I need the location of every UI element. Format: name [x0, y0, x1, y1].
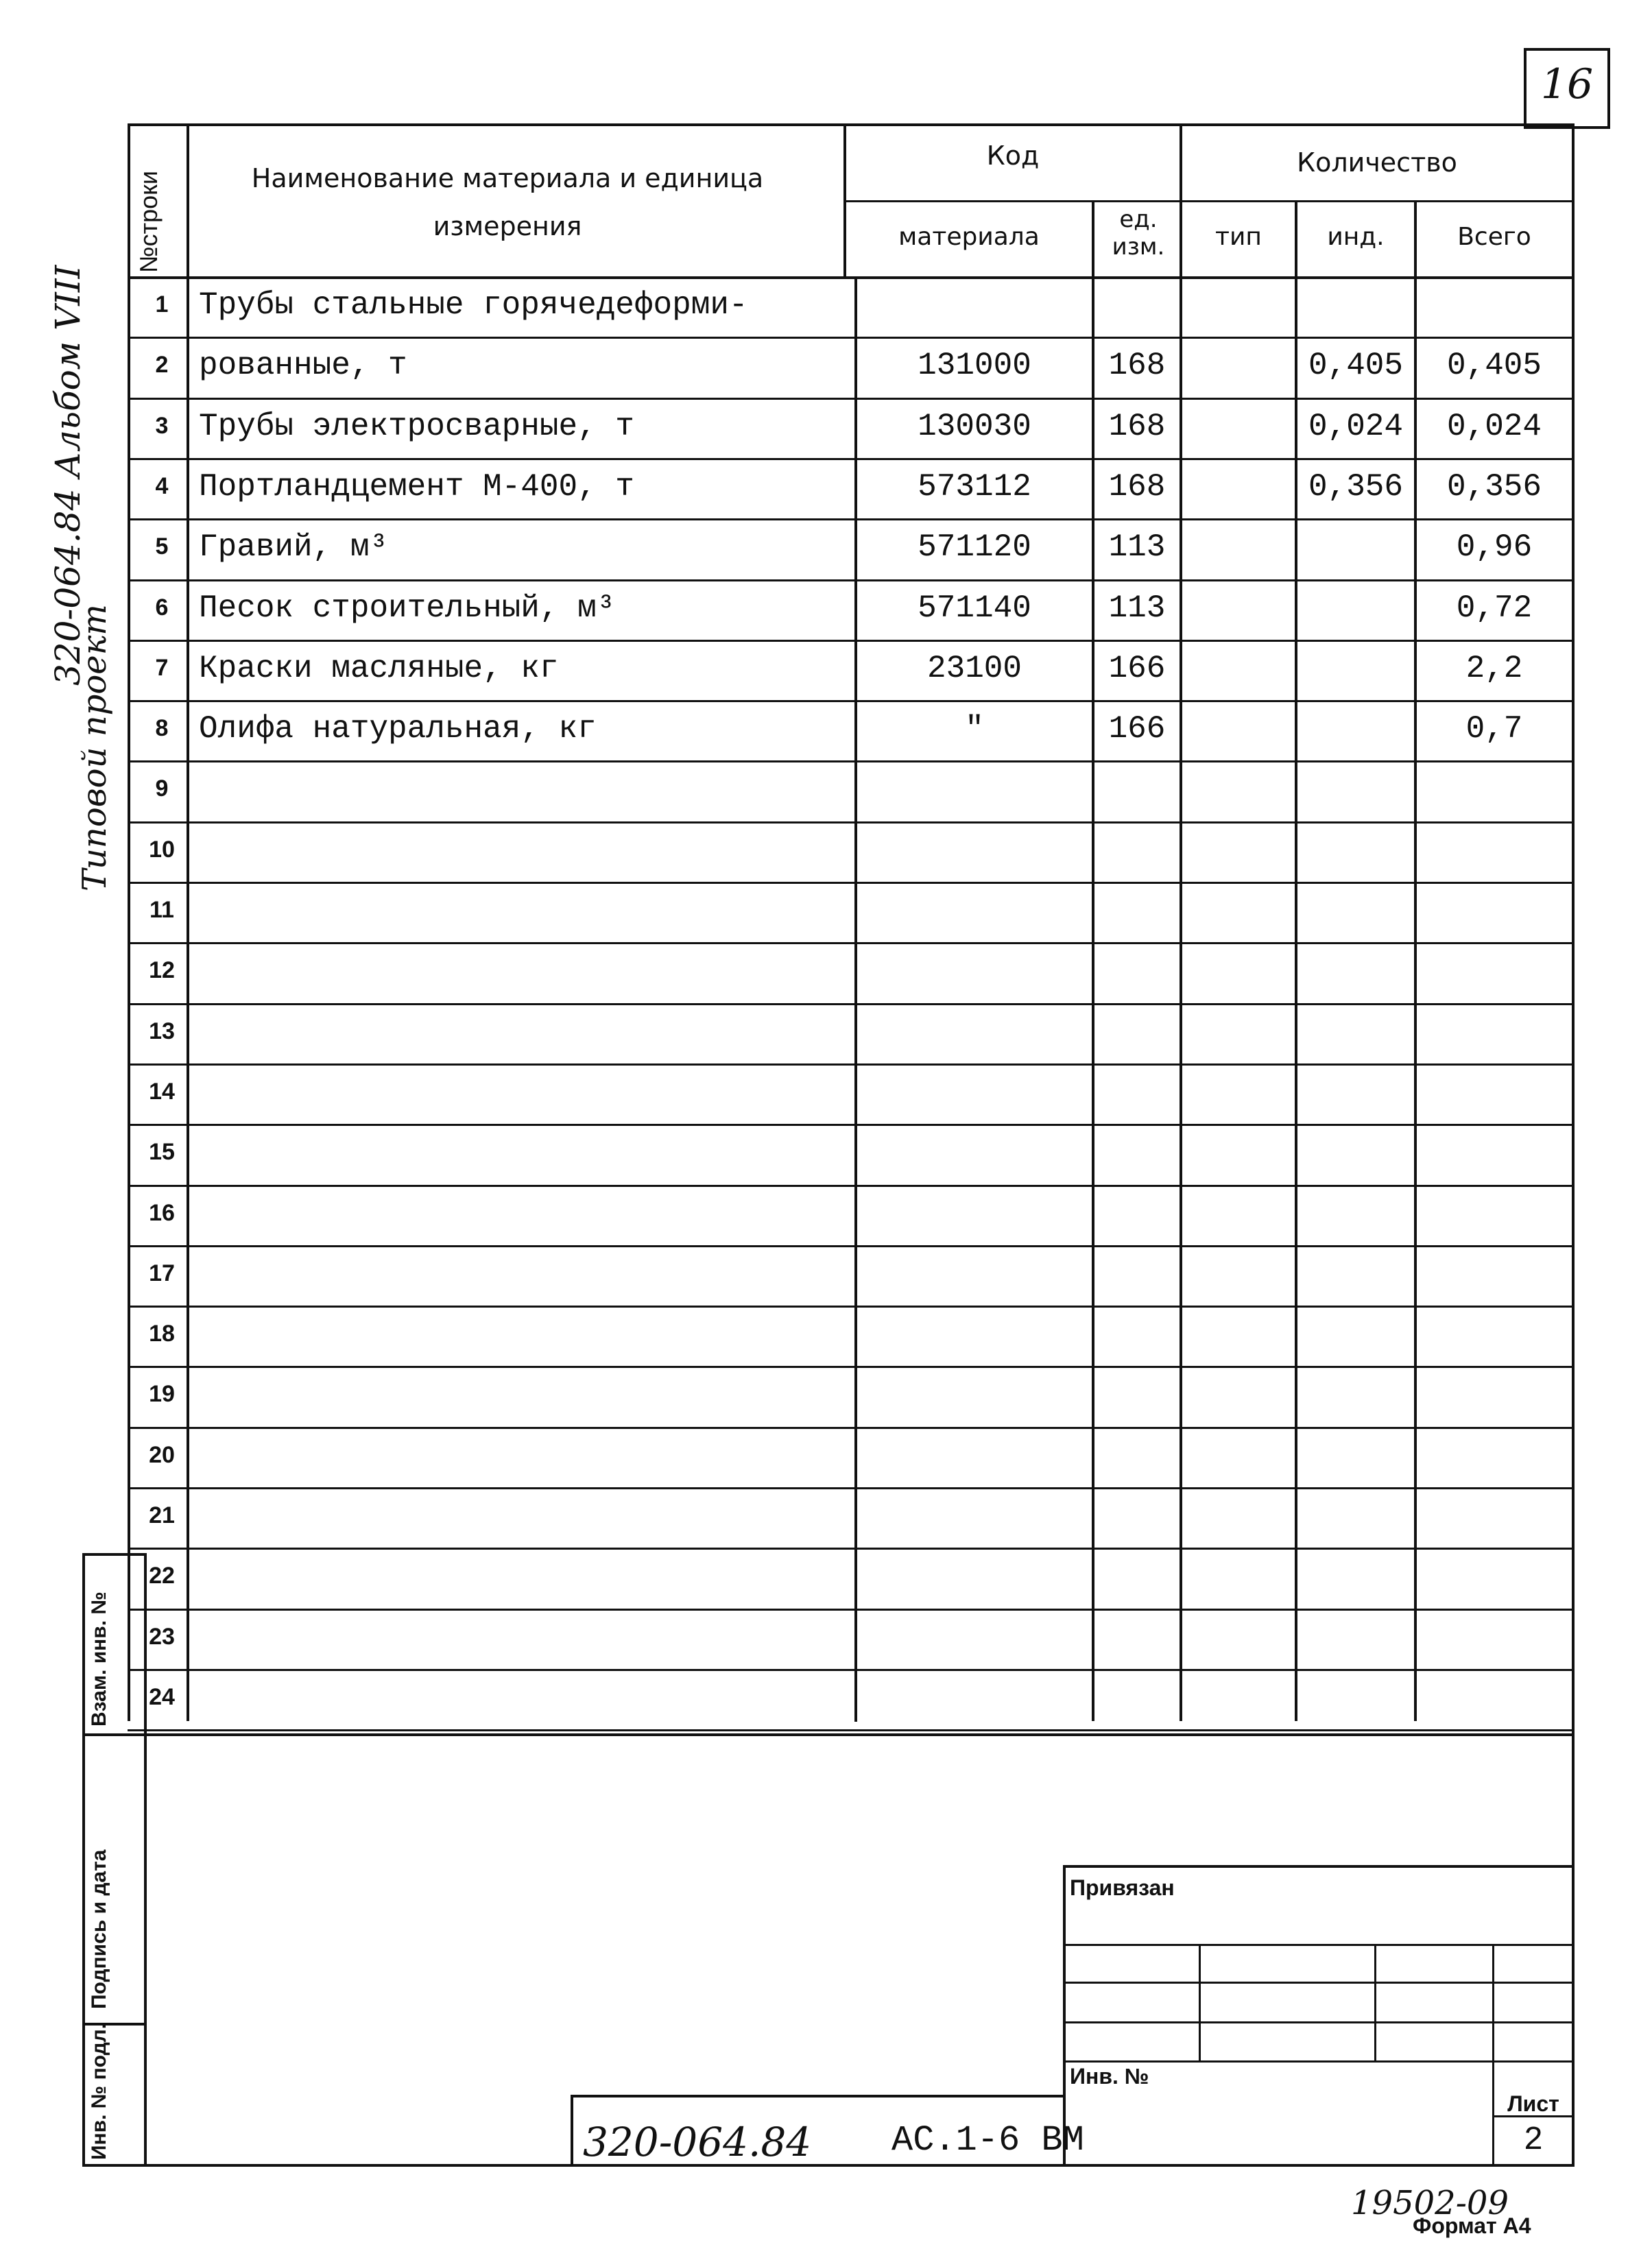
sheet-number: 2 — [1523, 2122, 1544, 2159]
label-sheet: Лист — [1507, 2091, 1559, 2116]
row-number: 21 — [149, 1502, 175, 1528]
header-qty-group: Количество — [1297, 147, 1457, 178]
side-stamp-line1: 320-064.84 Альбом VIII — [48, 265, 88, 686]
row-number: 16 — [149, 1200, 175, 1226]
row-number: 2 — [155, 352, 169, 378]
footer-stamp: 19502-09 — [1351, 2184, 1509, 2222]
row-material-name: Олифа натуральная, кг — [199, 711, 597, 747]
row-number: 14 — [149, 1079, 175, 1105]
row-qty-total: 0,7 — [1465, 711, 1523, 747]
header-code: материала — [898, 223, 1040, 251]
row-number: 22 — [149, 1563, 175, 1589]
label-vzam-inv: Взам. инв. № — [88, 1591, 110, 1727]
row-number: 3 — [155, 413, 169, 439]
row-number: 11 — [149, 897, 174, 923]
row-qty-total: 0,024 — [1446, 409, 1542, 444]
row-number: 20 — [149, 1442, 175, 1468]
row-material-name: Гравий, м³ — [199, 529, 389, 565]
row-material-name: Песок строительный, м³ — [199, 590, 616, 626]
row-number: 1 — [155, 291, 169, 317]
row-number: 4 — [155, 473, 169, 499]
row-qty-ind: 0,024 — [1308, 409, 1404, 444]
header-typ: тип — [1215, 223, 1262, 251]
row-qty-total: 0,72 — [1456, 590, 1533, 626]
row-unit: 166 — [1108, 651, 1166, 686]
row-qty-total: 0,356 — [1446, 469, 1542, 505]
row-number: 13 — [149, 1018, 175, 1044]
row-unit: 168 — [1108, 348, 1166, 383]
side-stamp-line2: Типовой проект — [75, 604, 114, 891]
row-material-code: 571140 — [918, 590, 1031, 626]
row-material-name: рованные, т — [199, 348, 407, 383]
row-number: 23 — [149, 1624, 175, 1650]
footer-format: Формат А4 — [1413, 2213, 1531, 2238]
row-qty-ind: 0,356 — [1308, 469, 1404, 505]
row-material-name: Трубы стальные горячедеформи- — [199, 287, 748, 323]
row-number: 24 — [149, 1684, 175, 1710]
row-number: 5 — [155, 533, 169, 560]
row-material-name: Трубы электросварные, т — [199, 409, 634, 444]
row-material-name: Портландцемент М-400, т — [199, 469, 634, 505]
row-qty-ind: 0,405 — [1308, 348, 1404, 383]
header-ind: инд. — [1327, 223, 1385, 251]
row-material-code: 23100 — [926, 651, 1022, 686]
label-inv-no: Инв. № — [1070, 2064, 1149, 2089]
row-unit: 168 — [1108, 409, 1166, 444]
row-unit: 113 — [1108, 529, 1166, 565]
header-unit: ед. изм. — [1112, 206, 1165, 261]
row-material-code: " — [965, 711, 984, 747]
label-podpis-data: Подпись и дата — [88, 1849, 110, 2009]
row-number: 12 — [149, 957, 175, 983]
row-unit: 113 — [1108, 590, 1166, 626]
label-privyazan: Привязан — [1070, 1875, 1175, 1900]
row-number: 19 — [149, 1381, 175, 1407]
header-code-group: Код — [986, 141, 1040, 171]
row-qty-total: 0,405 — [1446, 348, 1542, 383]
row-material-code: 130030 — [918, 409, 1031, 444]
row-number: 18 — [149, 1321, 175, 1347]
row-unit: 168 — [1108, 469, 1166, 505]
header-name: Наименование материала и единица измерения — [251, 163, 764, 241]
row-material-code: 571120 — [918, 529, 1031, 565]
row-number: 8 — [155, 715, 169, 741]
row-number: 6 — [155, 594, 169, 621]
row-unit: 166 — [1108, 711, 1166, 747]
row-qty-total: 0,96 — [1456, 529, 1533, 565]
row-material-code: 131000 — [918, 348, 1031, 383]
row-qty-total: 2,2 — [1465, 651, 1523, 686]
header-total: Всего — [1457, 223, 1531, 251]
row-material-code: 573112 — [918, 469, 1031, 505]
row-number: 9 — [155, 776, 169, 802]
row-number: 10 — [149, 837, 175, 863]
project-code: 320-064.84 — [583, 2119, 812, 2165]
doc-code: АС.1-6 ВМ — [891, 2120, 1084, 2161]
label-inv-podl: Инв. № подл. — [88, 2023, 110, 2160]
row-number: 15 — [149, 1139, 175, 1165]
row-number: 17 — [149, 1260, 175, 1286]
row-number: 7 — [155, 655, 169, 681]
page-number: 16 — [1540, 60, 1594, 108]
header-row-no: №строки — [134, 170, 163, 273]
row-material-name: Краски масляные, кг — [199, 651, 559, 686]
